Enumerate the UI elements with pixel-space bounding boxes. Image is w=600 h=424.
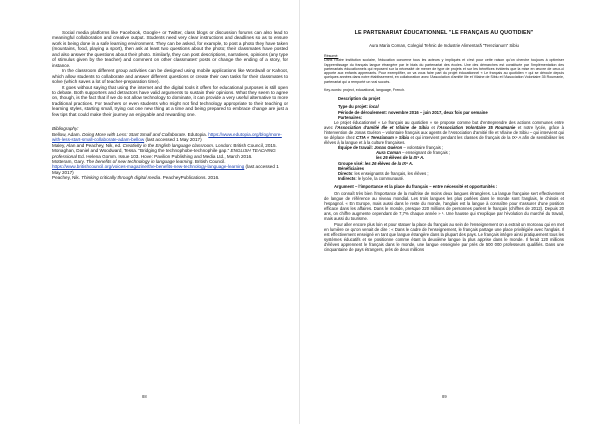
body-paragraph-1: Social media platforms like Facebook, Google+ or Twitter, class blogs or discussion forums can also lead to meaningful collaboration and creative output. Students need very clear instructions and deadlines so as to ensure work is being done in a safe learning environment. They can be asked, for example, to post a photo they have taken (mountains, food, playing a sport), then ask at least two questions about the photo; their classmates have posted and also answer the questions about their photo. Similarly, they can post descriptions, narratives, opinions (any type of stimulus given by the teacher) and comment on other classmates' posts or change the ending of a story, for instance. [52, 30, 288, 68]
project-period: Période de déroulement: novembre 2016 – juin 2017, deux fois par semaine [338, 109, 488, 115]
abstract-label: Résumé: [324, 54, 339, 58]
reference-3: Monaghan, Daniel and Woodward, Tessa. "Bridging the technophobe-technophile gap." ENGLISH TEACHING professional Ed. Helena Gomm. Issue 103. Hove: Pavilion Publishing and Media Ltd., March 2016. [52, 148, 276, 159]
body-paragraph-2: In the classroom different group activities can be designed using mobile applications like Wordwall or Kahoot, which allow students to collaborate and answer different questions or create their own tasks for their classmates to solve (which saves a lot of teacher-preparation time). [52, 68, 288, 85]
article-author: Aura Maria Coman, Colegiul Tehnic de Industrie Alimentară "Terezianum" Sibiu [369, 43, 519, 48]
team-line-3: les 26 élèves de la IXᵉ A. [376, 155, 425, 161]
reference-4: Motteram, Gary. The benefits of new technology in language learning. British Council. https://www.britishcouncil.org/voices-magazine/the-benefits-new-technology-language-learning (last accessed 1 May 2017) [52, 158, 279, 175]
body-paragraph-3: It goes without saying that using the internet and the digital tools it offers for educational purposes is still open to debate. Both supporters and detractors have valid arguments to sustain their opinions. What they seem to agree on, though, is the fact that if we do not allow technology to dominate, it can provide a very useful alternative to more traditional practices. For teachers or even students who might not find technology appropriate to their teaching or learning styles, starting small, trying out one new thing at a time and being prepared to embrace change are just a few tips that could make their journey an enjoyable and rewarding one. [52, 84, 288, 117]
reference-5: Peachey, Nik. Thinking critically through digital media. PeacheyPublications. 2016. [52, 175, 220, 181]
article-title: LE PARTENARIAT ÉDUCATIONNEL "LE FRANÇAIS AU QUOTIDIEN" [354, 30, 534, 36]
reference-2: Maley, Alan and Peachey, Nik, ed. Creativity in the English language classroom. London: British Council, 2015. [52, 142, 277, 148]
argument-paragraph-1: On connaît très bien l'importance de la maîtrise de moins deux langues étrangères. La langue française sert effectivement de langue de référence au niveau mondial. Les trois langues les plus parlées dans le monde sont l'anglais, le chinois et l'espagnol. « En Europe, mais aussi dans le reste du monde, l'anglais est la langue à connaître pour s'assurer d'une position efficace dans les affaires. Dans le monde, presque 220 millions de personnes parlent le français (chiffres de 2012). Depuis 20 ans, on chiffre augmente cependant de 7,7% chaque année » ¹. Une hausse qui s'explique par l'évolution du marché du travail, mais aussi du tourisme. [324, 190, 564, 222]
target-group: Groupe visé: les 26 élèves de la IXᵉ A. [338, 160, 414, 166]
reference-1-link[interactable]: https://www.edutopia.org/blog/more-with-less-start-small-collaborate-adam-bellow [52, 131, 282, 143]
project-type: Type du projet: local [338, 104, 379, 110]
beneficiaries-label: Bénéficiaires [338, 165, 365, 171]
partners-label: Partenaires: [338, 114, 363, 120]
project-description-heading: Description du projet [338, 96, 381, 102]
reference-4-link[interactable]: https://www.britishcouncil.org/voices-magazine/the-benefits-new-technology-language-learning [52, 164, 245, 170]
keywords: Key-words: project, educational, language, French. [324, 88, 406, 93]
beneficiaries-indirect: Indirects: le lycée, la communauté. [338, 175, 405, 181]
partners-paragraph: Le projet éducationnel « Le français au quotidien » se propose comme but d'entreprendre des actions communes entre avec l'Association d'amitié Ille et Vilaine de Sibiu et l'Association Volontaire 35 Roumanie et notre lycée, grâce à l'intervention de Jonas Guéron – volontaire français aux agents de l'Association d'amitié Ille et Vilaine de Sibiu – qui intervient qui se déplace chez CTIA « Terezianum » Sibiu et qui intervient pendant les classes de français de la IXᵉ A afin de sensibiliser les élèves à la langue et à la culture françaises. [324, 119, 564, 146]
team-line-1: Équipe de travail: Jonas Guéron – volontaire français ; [338, 145, 444, 151]
right-page [300, 0, 600, 424]
bibliography-heading: Bibliography: [52, 126, 79, 132]
page-number-left: 88 [142, 394, 147, 399]
reference-1: Bellow, Adam. Doing More with Less: Start Small and Collaborate. Edutopia. https://www.edutopia.org/blog/more-with-less-start-small-collaborate-adam-bellow (last accessed 1 May 2017) [52, 131, 282, 143]
team-line-2: Aura Coman – enseignant de français ; [376, 150, 451, 156]
page-number-right: 89 [442, 394, 447, 399]
beneficiaries-direct: Directs: les enseignants de français, les élèves ; [338, 170, 429, 176]
argument-heading: Argument – l'importance et la place du français – entre nécessité et opportunités : [334, 183, 498, 189]
argument-paragraph-2: Pour aller encore plus loin et pour statuer la place du français au sein de l'enseignement on a extrait un morceau qui en met en lumière ce qu'on venait de dire : « Dans le cadre de l'enseignement, le français partage une place privilégiée avec l'anglais. Il est effectivement enseigné en tant que langue étrangère dans la plupart des pays. Le français intègre ainsi pratiquement tous les systèmes éducatifs et se positionne comme étant la deuxième langue la plus apprise dans le monde. Il ferait 120 millions d'élèves apprennent le français dans le monde, une langue enseignée par près de 500 000 professeurs qualifiés. Dans une cinquantaine de pays étrangers, près de deux millions [324, 221, 564, 252]
abstract-text: Dans l'outre institution scolaire, l'éducation concerne tous les acteurs y impliqués et c'est pour cette raison qu'on cherche toujours à optimiser l'apprentissage du français langue étrangère par le biais du partenariat des écoles. Une des démarches est constituée par l'implémentation des partenariats éducationnels qui reposent sur la nécessité de mener de type de projets et sur les bénéfices évidents que la mise en œuvre de ceux-ci apporte aux enfants apprenants. Pour exemplifier, on va vous faire part du projet éducationnel « Le français au quotidien » qui se déroule depuis quelques années dans notre établissement, en collaboration avec l'Association d'amitié Ille et Vilaine de Sibiu et l'Association Volontaire 35 Roumanie, partenariat qui a remporté un vrai succès. [324, 58, 564, 84]
